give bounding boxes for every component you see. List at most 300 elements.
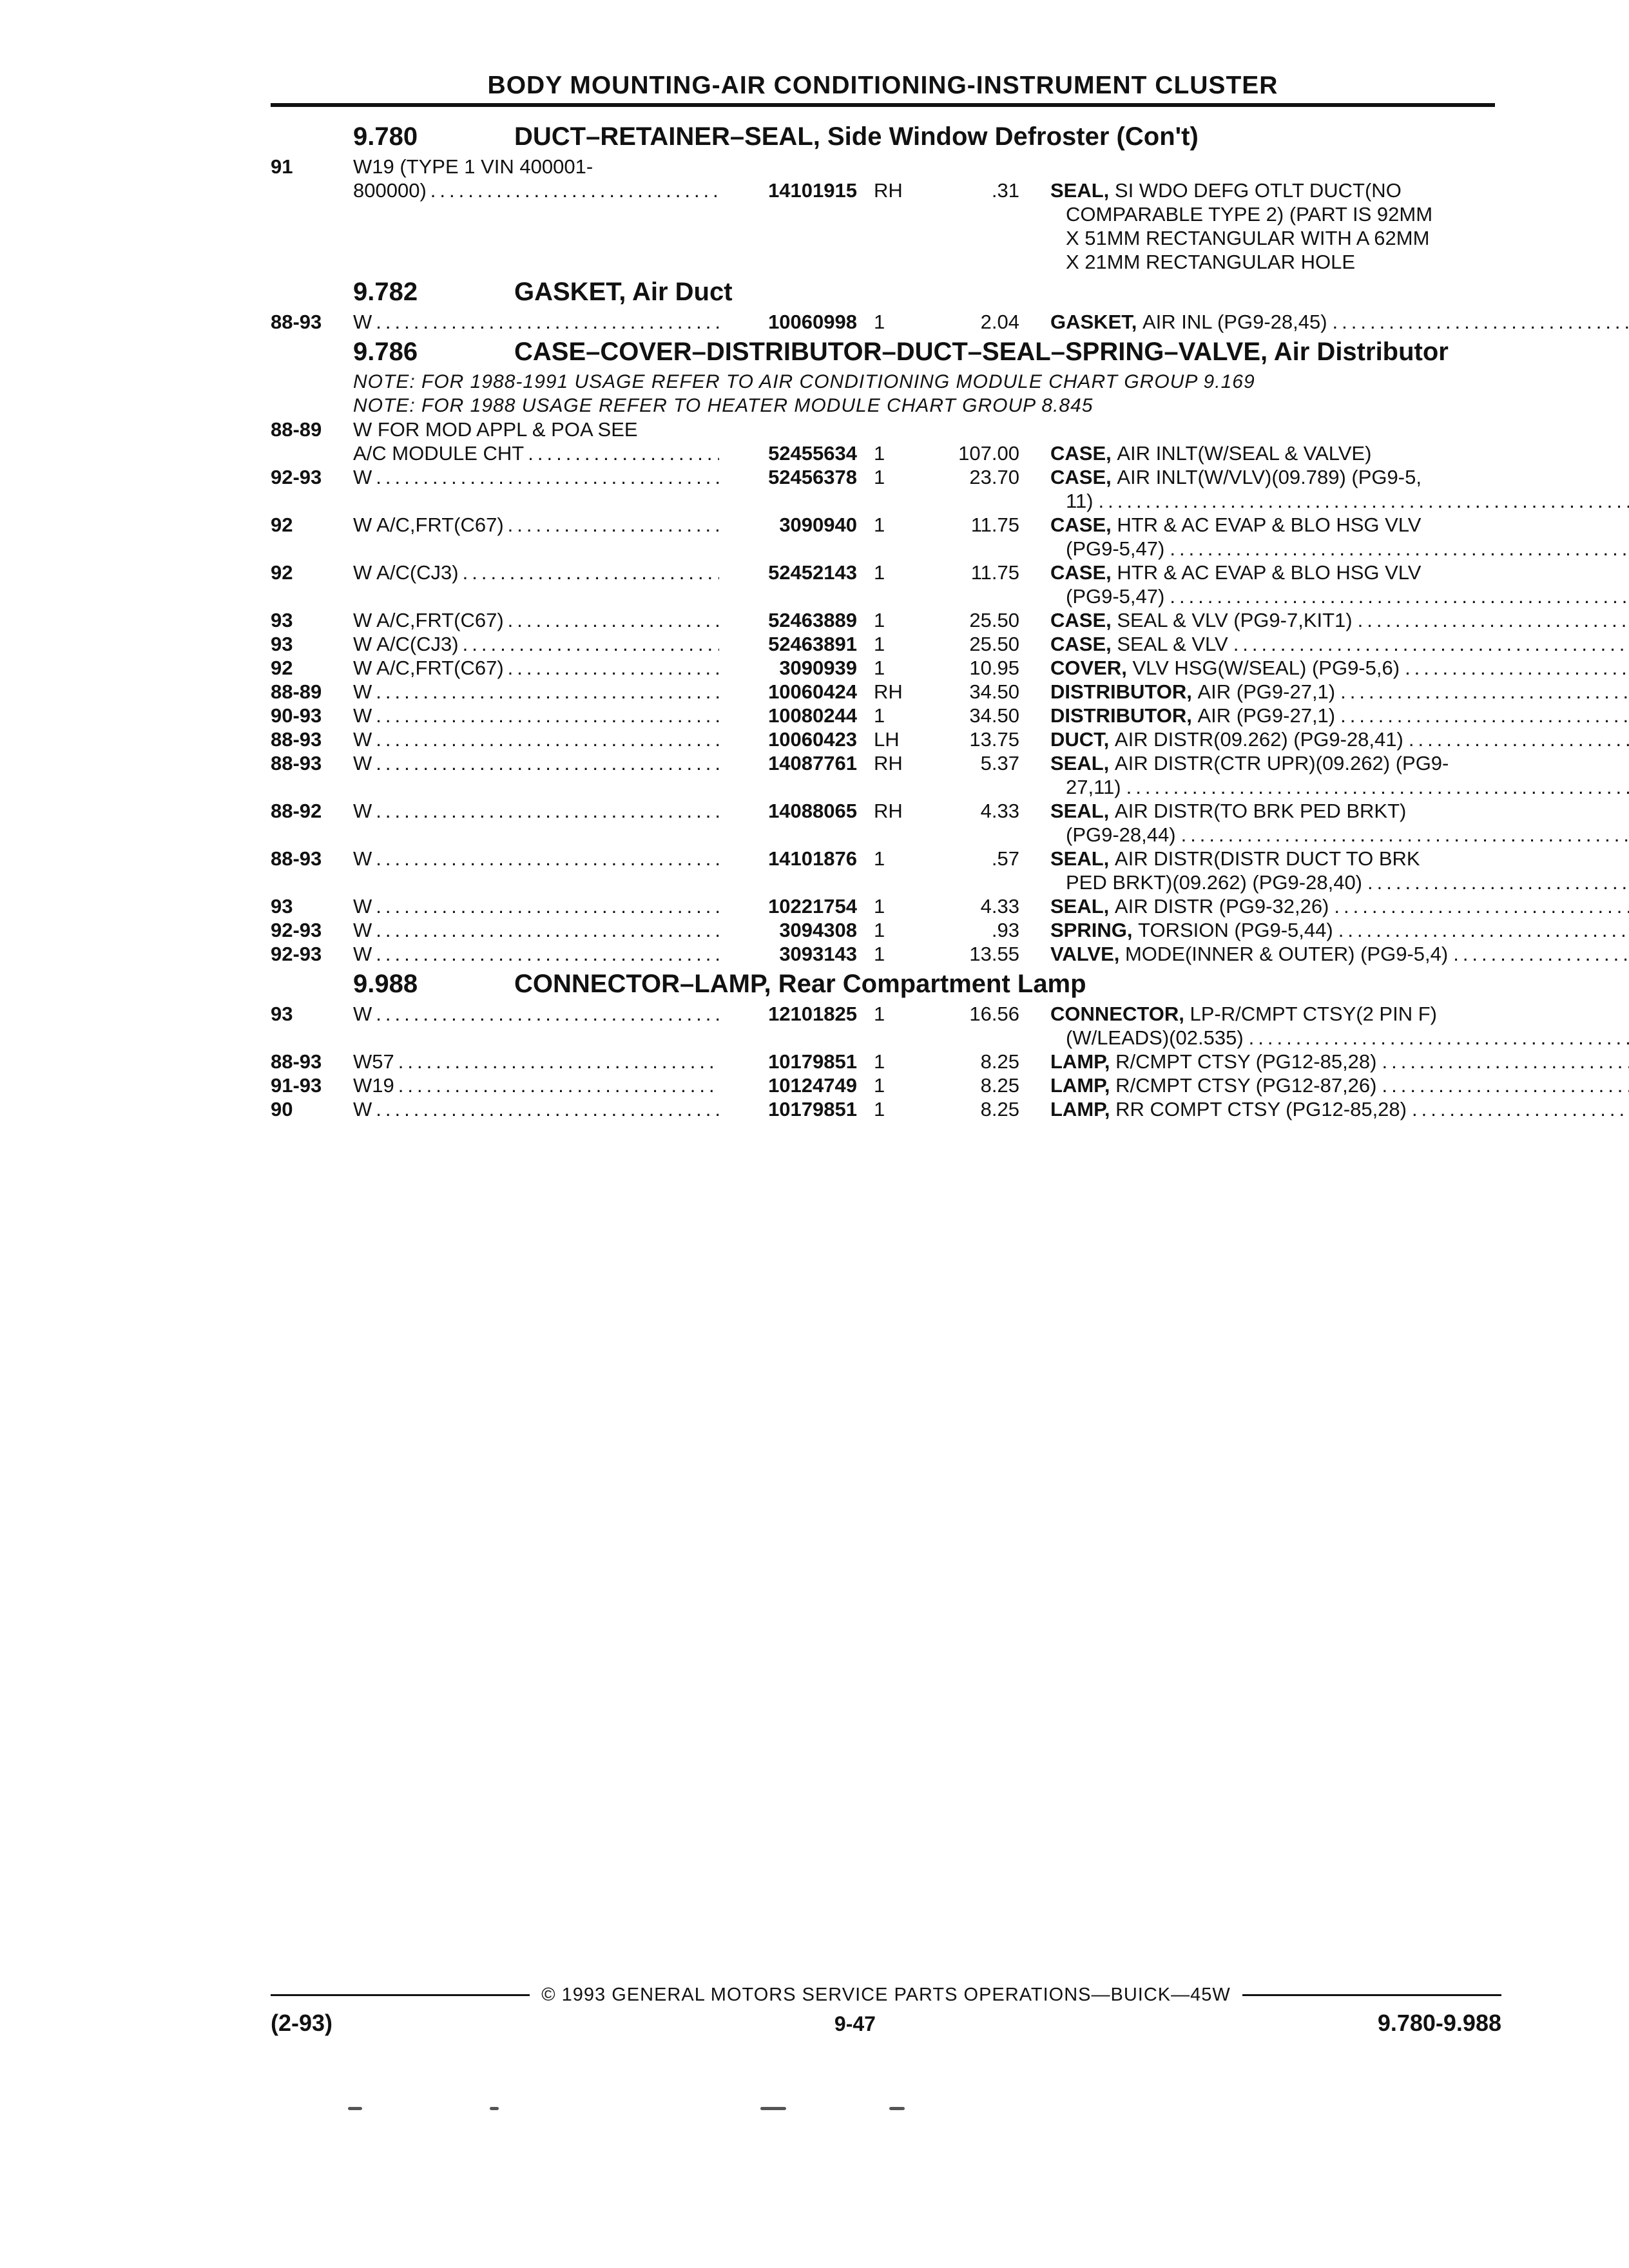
price xyxy=(928,489,1019,513)
usage-text xyxy=(353,751,719,775)
leader-dots xyxy=(372,680,719,704)
usage-text-value: W xyxy=(353,895,372,918)
usage-description xyxy=(353,513,719,537)
footer-rule-left xyxy=(271,1994,530,1996)
part-name-line xyxy=(1050,513,1501,537)
price: 107.00 xyxy=(958,442,1019,465)
model-year xyxy=(271,226,353,250)
price: 8.25 xyxy=(980,1074,1019,1097)
part-number: 10221754 xyxy=(768,895,857,918)
leader-dots xyxy=(524,441,719,465)
price: 11.75 xyxy=(970,514,1019,536)
catalog-section xyxy=(271,278,1501,334)
price: 13.55 xyxy=(969,943,1019,965)
part-name-line xyxy=(1050,727,1629,751)
part-row-continued xyxy=(271,537,1501,561)
usage-text xyxy=(353,441,719,465)
usage-description xyxy=(353,727,719,751)
price: 16.56 xyxy=(969,1003,1019,1025)
usage-description xyxy=(353,1050,719,1073)
usage-description xyxy=(353,680,719,704)
part-name-line xyxy=(1050,537,1629,561)
part-number: 52463891 xyxy=(768,633,857,655)
usage-description xyxy=(353,918,719,942)
part-name xyxy=(1019,489,1629,513)
quantity: 1 xyxy=(874,609,885,631)
usage-description xyxy=(353,751,719,775)
model-year xyxy=(271,870,353,894)
usage-description xyxy=(353,489,719,513)
usage-description xyxy=(353,632,719,656)
part-name-line xyxy=(1050,226,1501,250)
model-year: 88-89 xyxy=(271,680,322,703)
part-name-line xyxy=(1050,1026,1629,1050)
part-number xyxy=(719,250,857,274)
part-row-continued xyxy=(271,202,1501,226)
header-rule xyxy=(271,103,1495,107)
quantity: 1 xyxy=(874,1003,885,1025)
part-keyword: SEAL, xyxy=(1050,752,1115,774)
part-row xyxy=(271,418,1501,441)
usage-text-value: W xyxy=(353,847,372,870)
part-name-text: LP-R/CMPT CTSY(2 PIN F) xyxy=(1190,1003,1437,1025)
part-row xyxy=(271,1050,1501,1073)
usage-text-value: W xyxy=(353,311,372,333)
price xyxy=(928,202,1019,226)
model-year xyxy=(271,584,353,608)
section-number: 9.780 xyxy=(353,122,418,151)
part-keyword: CASE, xyxy=(1050,514,1117,536)
part-name xyxy=(1019,942,1629,966)
quantity xyxy=(857,537,928,561)
part-number: 14101915 xyxy=(768,179,857,202)
part-name xyxy=(1019,537,1629,561)
price: .93 xyxy=(991,919,1019,941)
section-number: 9.786 xyxy=(353,338,418,366)
part-name xyxy=(1019,894,1629,918)
copyright-text: © 1993 GENERAL MOTORS SERVICE PARTS OPERATIONS—BUICK—45W xyxy=(541,1984,1231,2005)
part-name xyxy=(1019,656,1629,680)
part-name-text: TORSION (PG9-5,44) xyxy=(1138,919,1333,941)
part-keyword: LAMP, xyxy=(1050,1050,1116,1073)
leader-dots xyxy=(372,894,719,918)
part-name-text: HTR & AC EVAP & BLO HSG VLV xyxy=(1117,514,1422,536)
part-number: 10080244 xyxy=(768,704,857,727)
part-name xyxy=(1019,513,1501,537)
part-row-continued xyxy=(271,178,1501,202)
part-number xyxy=(719,584,857,608)
part-name-line xyxy=(1050,202,1501,226)
usage-text xyxy=(353,799,719,823)
price: 34.50 xyxy=(969,704,1019,727)
usage-text-value: W A/C,FRT(C67) xyxy=(353,657,504,679)
part-number xyxy=(719,202,857,226)
part-name xyxy=(1019,178,1501,202)
part-name xyxy=(1019,727,1629,751)
leader-dots xyxy=(1403,727,1629,751)
usage-text-value: W19 xyxy=(353,1074,394,1097)
part-name-line xyxy=(1050,608,1629,632)
scan-artifacts xyxy=(0,2107,1629,2120)
part-name xyxy=(1019,751,1501,775)
leader-dots xyxy=(459,632,719,656)
model-year: 93 xyxy=(271,609,293,631)
part-keyword: GASKET, xyxy=(1050,311,1142,333)
parts-catalog xyxy=(271,120,1501,1125)
part-name xyxy=(1019,1073,1629,1097)
quantity: 1 xyxy=(874,704,885,727)
part-number: 14087761 xyxy=(768,752,857,774)
usage-text-value: W xyxy=(353,466,372,488)
part-number: 14088065 xyxy=(768,800,857,822)
part-name xyxy=(1019,1050,1629,1073)
quantity xyxy=(857,418,928,441)
part-name-line xyxy=(1050,1073,1629,1097)
price: 5.37 xyxy=(980,752,1019,774)
part-row xyxy=(271,656,1501,680)
part-row-continued xyxy=(271,823,1501,847)
model-year: 91 xyxy=(271,155,293,178)
leader-dots xyxy=(1244,1026,1629,1050)
part-number: 10060424 xyxy=(768,680,857,703)
usage-description xyxy=(353,584,719,608)
part-name-text: VLV HSG(W/SEAL) (PG9-5,6) xyxy=(1132,657,1400,679)
leader-dots xyxy=(1094,489,1629,513)
part-row xyxy=(271,1002,1501,1026)
part-name-text: AIR INLT(W/VLV)(09.789) (PG9-5, xyxy=(1117,466,1422,488)
model-year xyxy=(271,178,353,202)
part-name-line xyxy=(1050,894,1629,918)
part-number: 52463889 xyxy=(768,609,857,631)
part-row xyxy=(271,1097,1501,1121)
usage-description xyxy=(353,1073,719,1097)
part-name-text: AIR (PG9-27,1) xyxy=(1197,680,1336,703)
part-row xyxy=(271,942,1501,966)
usage-text xyxy=(353,1050,719,1073)
leader-dots xyxy=(372,465,719,489)
quantity: 1 xyxy=(874,657,885,679)
part-name xyxy=(1019,918,1629,942)
section-heading xyxy=(271,338,1501,366)
section-note: NOTE: FOR 1988-1991 USAGE REFER TO AIR CONDITIONING MODULE CHART GROUP 9.169 xyxy=(353,371,1255,392)
model-year xyxy=(271,823,353,847)
leader-dots xyxy=(1176,823,1629,847)
usage-text-value: W xyxy=(353,919,372,941)
quantity: 1 xyxy=(874,561,885,584)
page-number: 9-47 xyxy=(834,2012,876,2035)
price: 8.25 xyxy=(980,1098,1019,1120)
part-number xyxy=(719,775,857,799)
model-year: 90-93 xyxy=(271,704,322,727)
usage-text-value: W FOR MOD APPL & POA SEE xyxy=(353,418,638,441)
usage-text xyxy=(353,680,719,704)
leader-dots xyxy=(504,608,719,632)
usage-text-value: W xyxy=(353,680,372,703)
quantity: 1 xyxy=(874,943,885,965)
part-keyword: CASE, xyxy=(1050,561,1117,584)
part-name xyxy=(1019,1002,1501,1026)
price: .57 xyxy=(991,847,1019,870)
leader-dots xyxy=(1327,310,1629,334)
part-name-line xyxy=(1050,632,1629,656)
part-name xyxy=(1019,704,1629,727)
usage-description xyxy=(353,1002,719,1026)
catalog-section xyxy=(271,970,1501,1121)
quantity: 1 xyxy=(874,1050,885,1073)
leader-dots xyxy=(1329,894,1629,918)
price xyxy=(928,1026,1019,1050)
model-year: 88-93 xyxy=(271,847,322,870)
part-number: 10179851 xyxy=(768,1098,857,1120)
part-name-line xyxy=(1050,441,1501,465)
part-name-text: AIR (PG9-27,1) xyxy=(1197,704,1336,727)
part-row xyxy=(271,894,1501,918)
quantity: 1 xyxy=(874,847,885,870)
part-row-continued xyxy=(271,250,1501,274)
usage-text xyxy=(353,656,719,680)
part-name xyxy=(1019,775,1629,799)
part-name xyxy=(1019,799,1501,823)
price: 8.25 xyxy=(980,1050,1019,1073)
usage-text-value: W A/C(CJ3) xyxy=(353,561,459,584)
part-name-text: HTR & AC EVAP & BLO HSG VLV xyxy=(1117,561,1422,584)
part-row xyxy=(271,799,1501,823)
part-name-text: 11) xyxy=(1066,490,1094,512)
part-row-continued xyxy=(271,441,1501,465)
model-year xyxy=(271,441,353,465)
usage-text-value: W xyxy=(353,943,372,965)
footer-rule-right xyxy=(1242,1994,1501,1996)
usage-description xyxy=(353,608,719,632)
part-row-continued xyxy=(271,870,1501,894)
usage-description xyxy=(353,418,719,441)
model-year: 88-93 xyxy=(271,752,322,774)
part-number xyxy=(719,226,857,250)
part-name xyxy=(1019,226,1501,250)
model-year xyxy=(271,250,353,274)
part-row xyxy=(271,608,1501,632)
leader-dots xyxy=(1164,584,1629,608)
part-name-line xyxy=(1050,870,1629,894)
model-year xyxy=(271,537,353,561)
price: 25.50 xyxy=(969,609,1019,631)
section-number: 9.782 xyxy=(353,278,418,306)
part-name-text: PED BRKT)(09.262) (PG9-28,40) xyxy=(1066,871,1363,894)
part-name xyxy=(1019,250,1501,274)
price: 11.75 xyxy=(970,561,1019,584)
part-row-continued xyxy=(271,226,1501,250)
part-name-line xyxy=(1050,310,1629,334)
model-year: 92-93 xyxy=(271,943,322,965)
quantity: 1 xyxy=(874,633,885,655)
quantity xyxy=(857,489,928,513)
part-number: 3093143 xyxy=(779,943,857,965)
usage-description xyxy=(353,775,719,799)
quantity: 1 xyxy=(874,1098,885,1120)
price: 10.95 xyxy=(969,657,1019,679)
usage-description xyxy=(353,178,719,202)
section-title: DUCT–RETAINER–SEAL, Side Window Defroster (Con't) xyxy=(514,122,1199,151)
model-year: 88-93 xyxy=(271,1050,322,1073)
part-name xyxy=(1019,823,1629,847)
leader-dots xyxy=(394,1073,719,1097)
part-name-text: X 21MM RECTANGULAR HOLE xyxy=(1066,251,1356,273)
part-number xyxy=(719,537,857,561)
price xyxy=(928,418,1019,441)
part-number: 3090940 xyxy=(779,514,857,536)
part-row xyxy=(271,1073,1501,1097)
price xyxy=(928,584,1019,608)
part-row-continued xyxy=(271,775,1501,799)
usage-text xyxy=(353,894,719,918)
usage-text xyxy=(353,561,719,584)
part-row xyxy=(271,918,1501,942)
model-year xyxy=(271,1026,353,1050)
price: 25.50 xyxy=(969,633,1019,655)
part-name xyxy=(1019,202,1501,226)
part-name xyxy=(1019,680,1629,704)
part-keyword: LAMP, xyxy=(1050,1098,1116,1120)
part-keyword: SEAL, xyxy=(1050,800,1115,822)
usage-text xyxy=(353,942,719,966)
part-keyword: DISTRIBUTOR, xyxy=(1050,680,1198,703)
usage-text-value: W xyxy=(353,1098,372,1120)
section-number: 9.988 xyxy=(353,970,418,998)
part-keyword: SEAL, xyxy=(1050,847,1115,870)
part-name-text: R/CMPT CTSY (PG12-87,26) xyxy=(1115,1074,1377,1097)
usage-text xyxy=(353,418,719,441)
usage-description xyxy=(353,250,719,274)
price: 13.75 xyxy=(969,728,1019,751)
price: 4.33 xyxy=(980,895,1019,918)
part-number: 10179851 xyxy=(768,1050,857,1073)
part-name-text: (PG9-5,47) xyxy=(1066,585,1165,608)
part-number: 3094308 xyxy=(779,919,857,941)
leader-dots xyxy=(372,727,719,751)
usage-description xyxy=(353,226,719,250)
leader-dots xyxy=(1376,1050,1629,1073)
leader-dots xyxy=(1335,704,1629,727)
part-row xyxy=(271,310,1501,334)
price xyxy=(928,870,1019,894)
part-name xyxy=(1019,870,1629,894)
usage-description xyxy=(353,870,719,894)
leader-dots xyxy=(372,704,719,727)
part-row xyxy=(271,727,1501,751)
model-year: 88-93 xyxy=(271,728,322,751)
usage-text xyxy=(353,704,719,727)
usage-description xyxy=(353,656,719,680)
quantity xyxy=(857,250,928,274)
part-name xyxy=(1019,1026,1629,1050)
usage-description xyxy=(353,847,719,870)
part-number xyxy=(719,418,857,441)
price: 23.70 xyxy=(969,466,1019,488)
part-keyword: LAMP, xyxy=(1050,1074,1116,1097)
leader-dots xyxy=(1228,632,1629,656)
section-title: CASE–COVER–DISTRIBUTOR–DUCT–SEAL–SPRING–VALVE, Air Distributor xyxy=(514,338,1449,366)
leader-dots xyxy=(372,942,719,966)
part-keyword: VALVE, xyxy=(1050,943,1125,965)
part-row xyxy=(271,704,1501,727)
part-name-line xyxy=(1050,1050,1629,1073)
part-name-text: COMPARABLE TYPE 2) (PART IS 92MM xyxy=(1066,203,1433,226)
part-name xyxy=(1019,418,1501,441)
quantity xyxy=(857,584,928,608)
part-keyword: CASE, xyxy=(1050,442,1117,465)
part-name-text: SI WDO DEFG OTLT DUCT(NO xyxy=(1114,179,1402,202)
part-name-line xyxy=(1050,704,1629,727)
part-row xyxy=(271,680,1501,704)
part-name xyxy=(1019,847,1501,870)
usage-text xyxy=(353,918,719,942)
part-keyword: CASE, xyxy=(1050,466,1117,488)
section-note: NOTE: FOR 1988 USAGE REFER TO HEATER MODULE CHART GROUP 8.845 xyxy=(353,395,1094,416)
usage-description xyxy=(353,310,719,334)
model-year xyxy=(271,489,353,513)
part-name-line xyxy=(1050,465,1501,489)
part-name-line xyxy=(1050,1002,1501,1026)
part-number xyxy=(719,823,857,847)
part-name-line xyxy=(1050,942,1629,966)
part-keyword: SEAL, xyxy=(1050,179,1115,202)
usage-text-value: 800000) xyxy=(353,179,427,202)
part-name-line xyxy=(1050,799,1501,823)
usage-description xyxy=(353,894,719,918)
part-number: 14101876 xyxy=(768,847,857,870)
leader-dots xyxy=(372,310,719,334)
model-year: 88-93 xyxy=(271,311,322,333)
usage-text xyxy=(353,513,719,537)
part-number: 12101825 xyxy=(768,1003,857,1025)
part-name-text: AIR DISTR (PG9-32,26) xyxy=(1114,895,1329,918)
quantity xyxy=(857,226,928,250)
price xyxy=(928,226,1019,250)
quantity: RH xyxy=(874,179,903,202)
usage-text xyxy=(353,310,719,334)
part-name-line xyxy=(1050,1097,1629,1121)
quantity: 1 xyxy=(874,895,885,918)
quantity: LH xyxy=(874,728,900,751)
part-row xyxy=(271,155,1501,178)
part-name-text: (PG9-28,44) xyxy=(1066,823,1176,846)
part-keyword: DUCT, xyxy=(1050,728,1115,751)
part-name-line xyxy=(1050,561,1501,584)
part-name xyxy=(1019,155,1501,178)
model-year: 93 xyxy=(271,633,293,655)
date-code: (2-93) xyxy=(271,2010,333,2036)
leader-dots xyxy=(372,847,719,870)
part-name-line xyxy=(1050,250,1501,274)
section-heading xyxy=(271,122,1501,151)
quantity: RH xyxy=(874,680,903,703)
usage-text xyxy=(353,847,719,870)
part-name-text: AIR DISTR(DISTR DUCT TO BRK xyxy=(1114,847,1420,870)
usage-text-value: W xyxy=(353,800,372,822)
usage-description xyxy=(353,441,719,465)
part-name-text: RR COMPT CTSY (PG12-85,28) xyxy=(1115,1098,1407,1120)
leader-dots xyxy=(1407,1097,1629,1121)
usage-description xyxy=(353,561,719,584)
scan-speck xyxy=(760,2107,786,2110)
leader-dots xyxy=(1400,656,1629,680)
usage-text-value: A/C MODULE CHT xyxy=(353,442,525,465)
page-footer xyxy=(271,1984,1501,2037)
part-name xyxy=(1019,584,1629,608)
usage-text-value: W57 xyxy=(353,1050,394,1073)
part-row-continued xyxy=(271,584,1501,608)
quantity xyxy=(857,155,928,178)
